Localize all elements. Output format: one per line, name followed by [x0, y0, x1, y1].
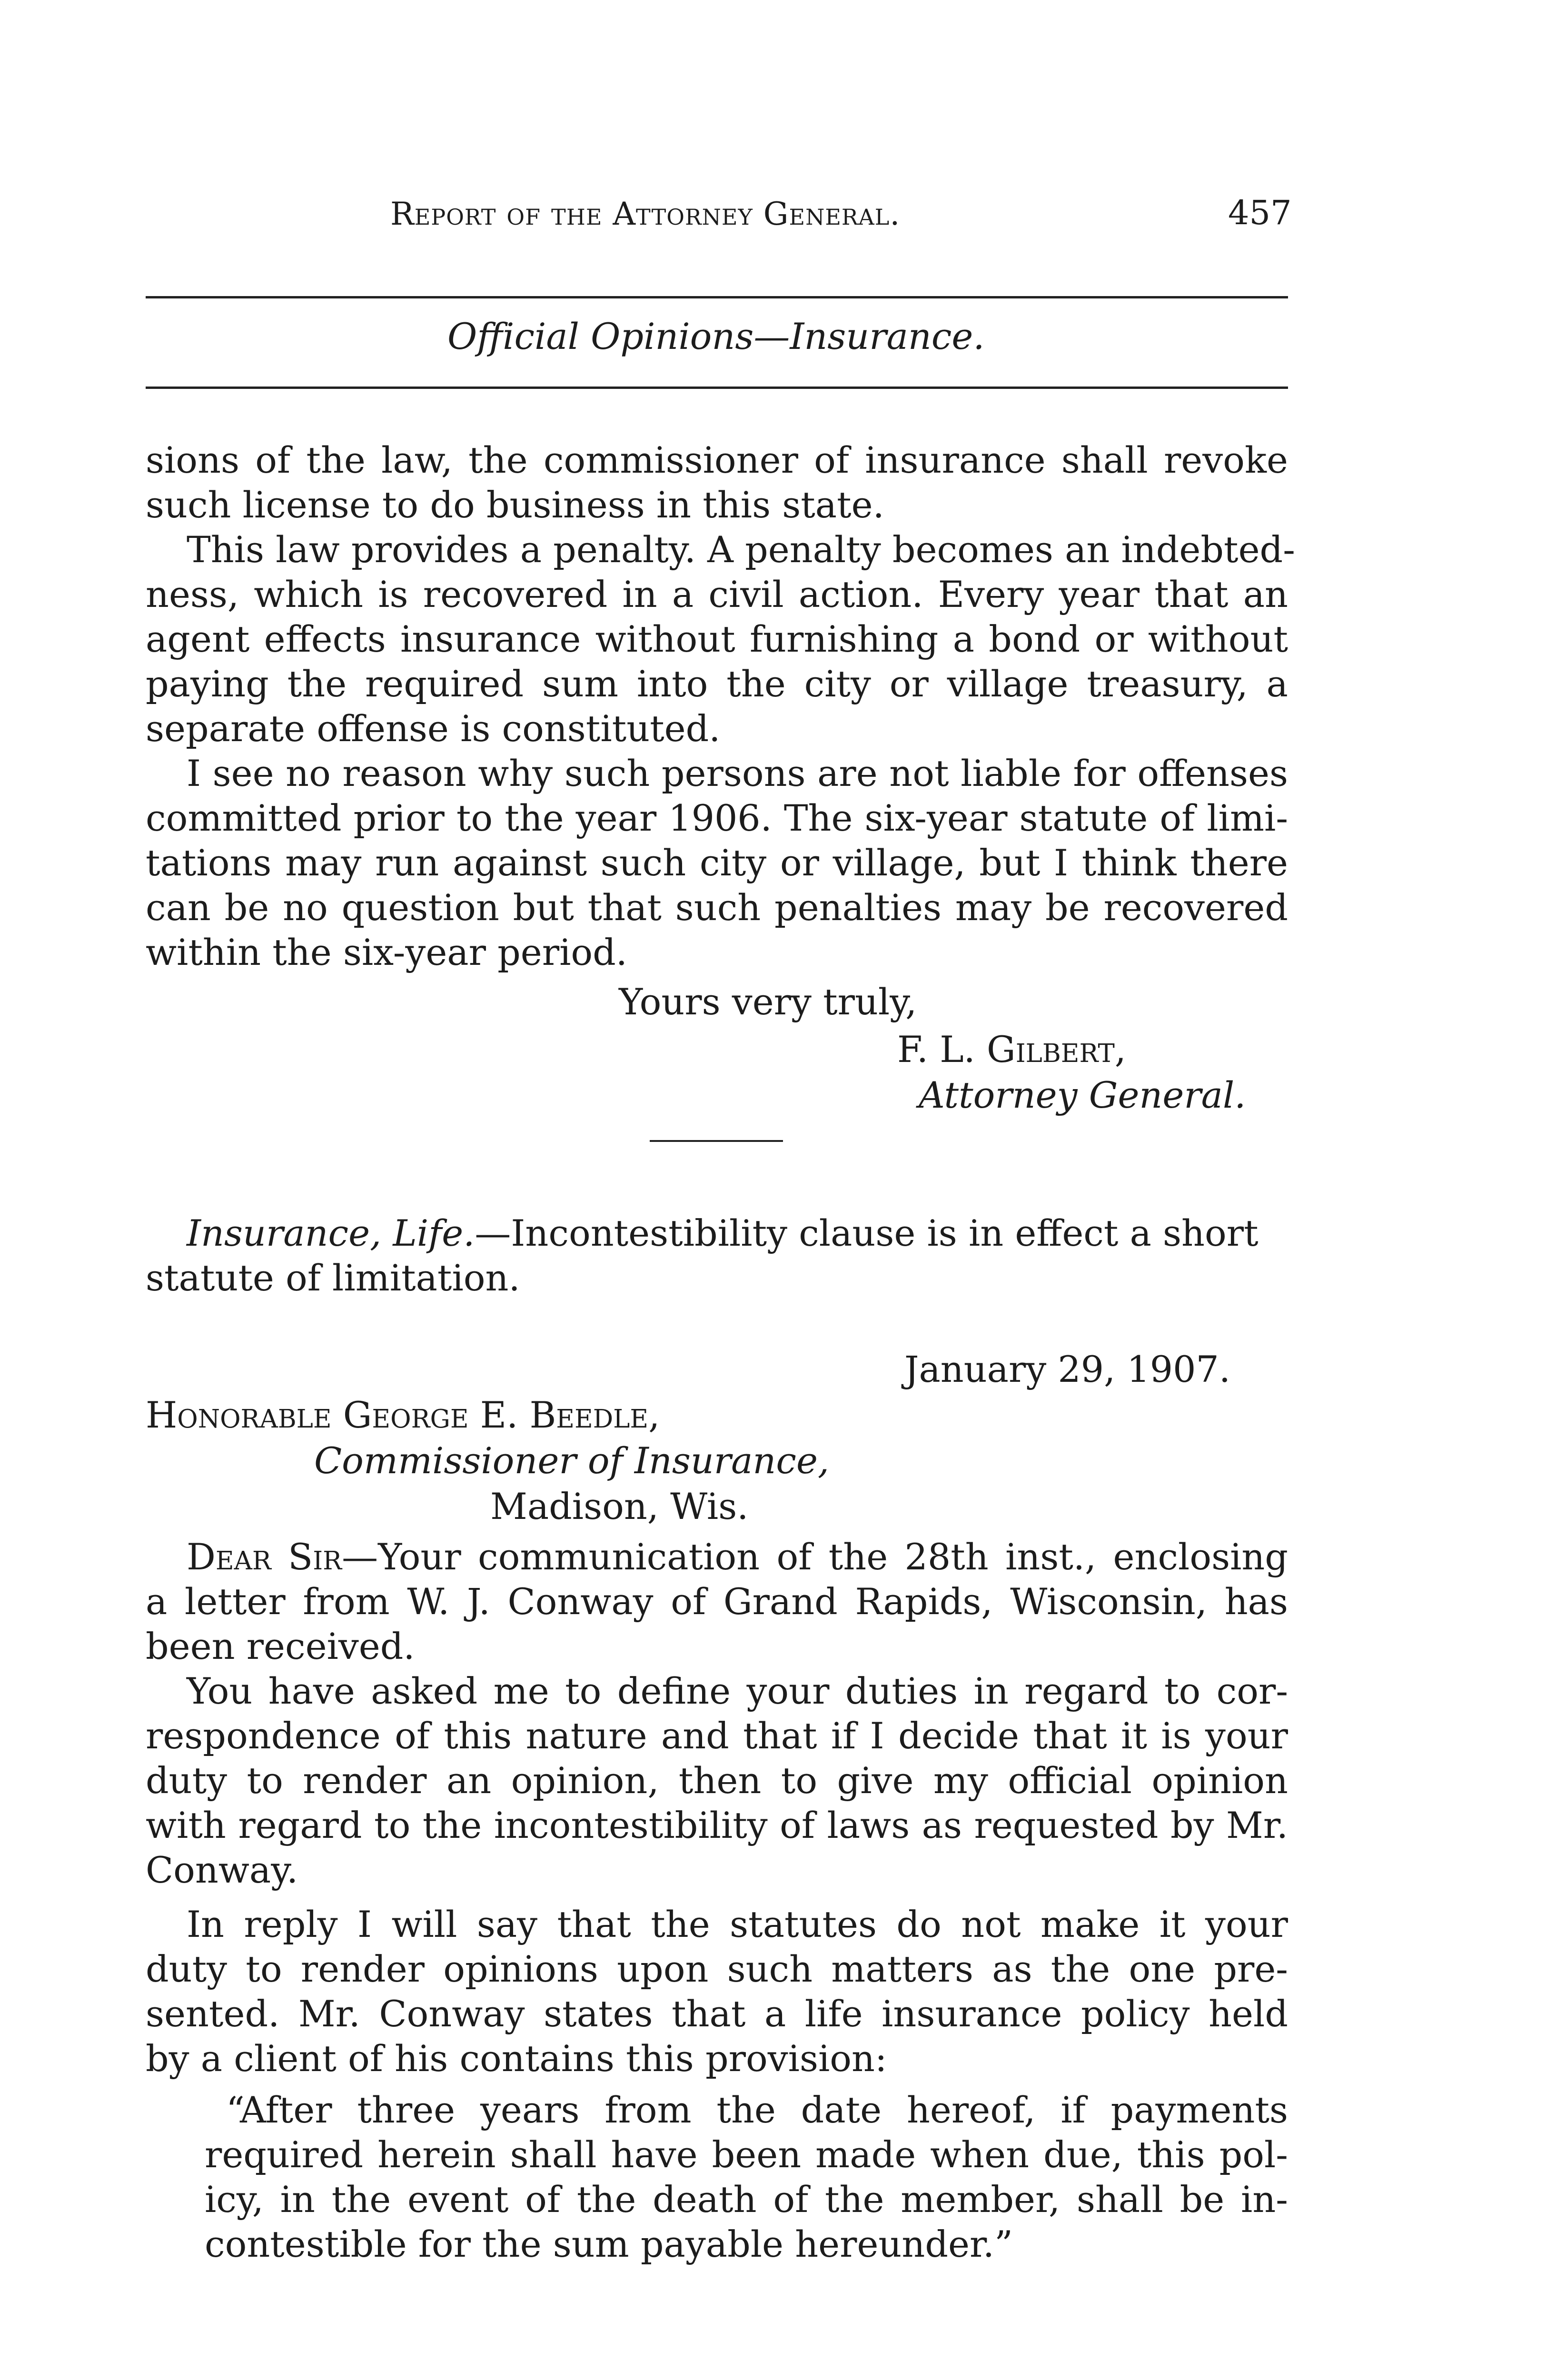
addressee-place: Madison, Wis.	[490, 1485, 749, 1527]
text-line: Conway.	[146, 1849, 298, 1891]
quote-line: “After three years from the date hereof, if payments	[226, 2089, 1288, 2131]
text-line: In reply I will say that the statutes do not make it your	[187, 1903, 1288, 1945]
section-subtitle: Official Opinions—Insurance.	[447, 315, 985, 357]
salutation-rest: —Your communication of the 28th inst., enclosing	[342, 1536, 1288, 1578]
text-line: This law provides a penalty. A penalty becomes an indebted-	[187, 528, 1295, 571]
text-line: committed prior to the year 1906. The six-year statute of limi-	[146, 797, 1288, 839]
text-line: I see no reason why such persons are not liable for offenses	[187, 752, 1288, 794]
text-line: within the six-year period.	[146, 931, 627, 973]
text-line: duty to render an opinion, then to give my official opinion	[146, 1759, 1288, 1802]
text-line: such license to do business in this state.	[146, 484, 884, 526]
salutation-line	[187, 1535, 1288, 1579]
headnote	[187, 1211, 1288, 1256]
header-rule-top	[146, 296, 1288, 298]
quote-line: contestible for the sum payable hereunder.”	[205, 2223, 1013, 2265]
text-line: tations may run against such city or village, but I think there	[146, 842, 1288, 884]
text-line: can be no question but that such penalties may be recovered	[146, 886, 1288, 929]
text-line: respondence of this nature and that if I decide that it is your	[146, 1715, 1288, 1757]
text-line: sions of the law, the commissioner of insurance shall revoke	[146, 439, 1288, 481]
text-line: agent effects insurance without furnishing a bond or without	[146, 618, 1288, 660]
headnote-continued: statute of limitation.	[146, 1257, 520, 1299]
text-line: sented. Mr. Conway states that a life insurance policy held	[146, 1993, 1288, 2035]
quote-line: icy, in the event of the death of the member, shall be in-	[205, 2178, 1288, 2221]
text-line: ness, which is recovered in a civil action. Every year that an	[146, 573, 1288, 615]
quote-line: required herein shall have been made when due, this pol-	[205, 2133, 1288, 2176]
section-divider	[650, 1140, 783, 1142]
text-line: duty to render opinions upon such matters as the one pre-	[146, 1948, 1288, 1990]
text-line: by a client of his contains this provision:	[146, 2037, 887, 2080]
text-line: separate offense is constituted.	[146, 707, 721, 750]
signer-name: F. L. Gilbert,	[897, 1028, 1126, 1071]
closing: Yours very truly,	[619, 981, 917, 1023]
headnote-topic: Insurance, Life.	[187, 1212, 475, 1254]
text-line: a letter from W. J. Conway of Grand Rapids, Wisconsin, has	[146, 1580, 1288, 1623]
salutation: Dear Sir	[187, 1536, 342, 1578]
text-line: with regard to the incontestibility of laws as requested by Mr.	[146, 1804, 1288, 1846]
headnote-text: —Incontestibility clause is in effect a short	[475, 1212, 1259, 1254]
running-title: Report of the Attorney General.	[390, 196, 901, 232]
addressee-name: Honorable George E. Beedle,	[146, 1394, 660, 1436]
text-line: been received.	[146, 1625, 415, 1667]
signer-title: Attorney General.	[919, 1074, 1246, 1116]
letter-date: January 29, 1907.	[904, 1348, 1231, 1390]
header-rule-bottom	[146, 387, 1288, 389]
text-line: paying the required sum into the city or village treasury, a	[146, 663, 1288, 705]
addressee-title: Commissioner of Insurance,	[314, 1439, 830, 1482]
page-number: 457	[1228, 193, 1292, 232]
text-line: You have asked me to define your duties in regard to cor-	[187, 1670, 1288, 1712]
